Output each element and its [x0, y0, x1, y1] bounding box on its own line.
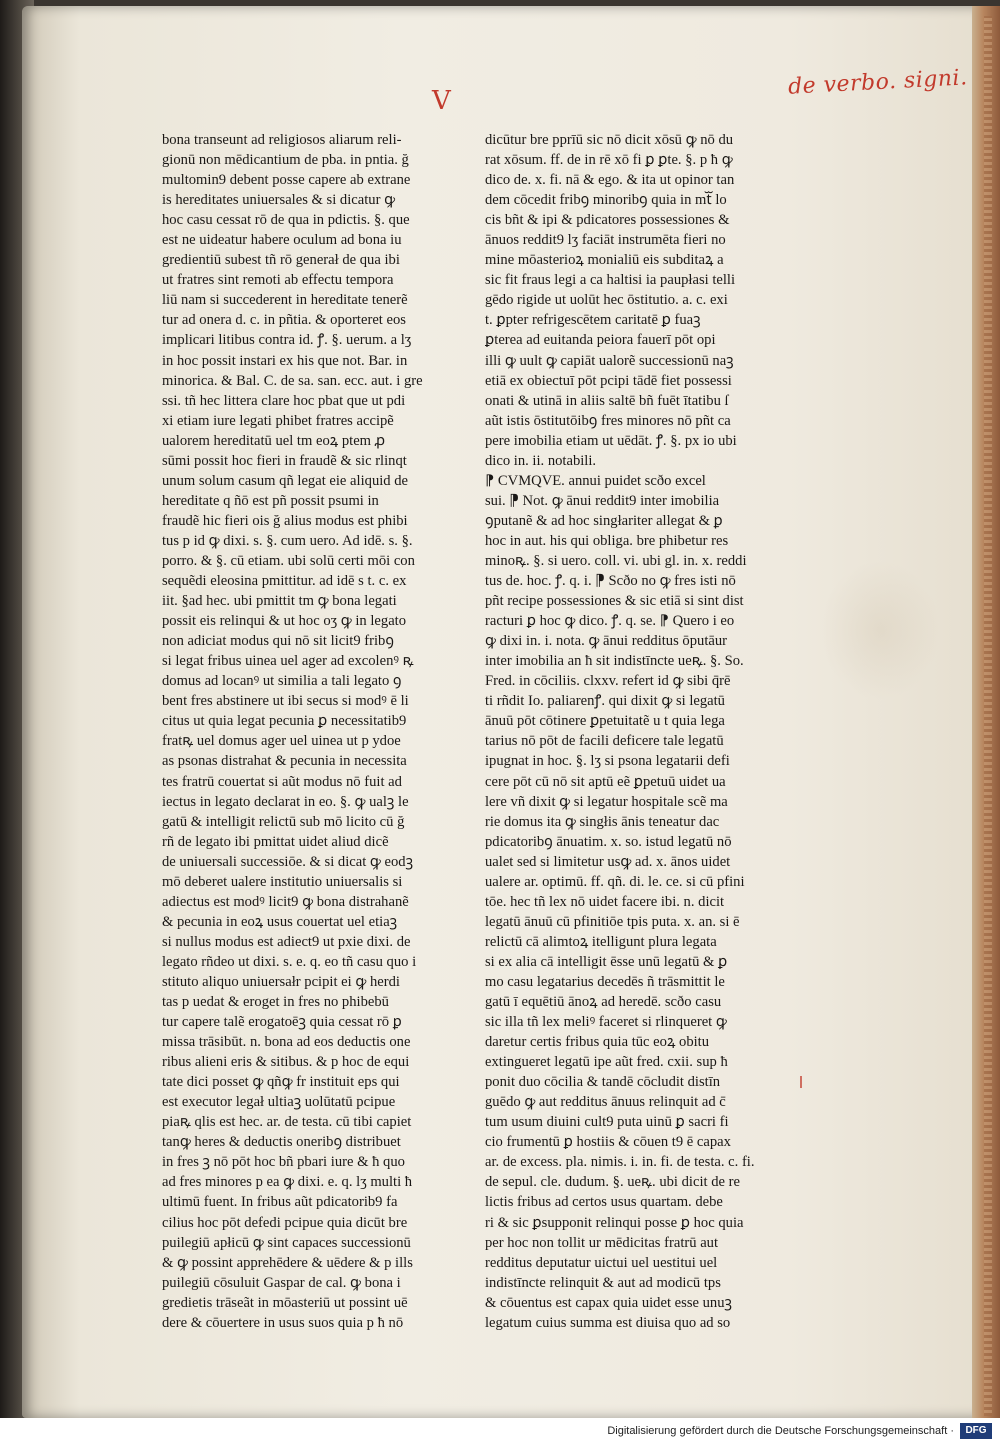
text-line: legatum cuius summa est diuisa quo ad so	[485, 1314, 731, 1331]
text-line: ri & sic ꝑsupponit relinqui posse ꝑ hoc quia	[485, 1214, 744, 1231]
text-line: adiectus est modꝰ licit9 ꝙ bona distrahanẽ	[162, 893, 409, 910]
right-text-column	[485, 130, 757, 1333]
text-line: ꝙ dixi in. i. nota. ꝙ ānui redditus ōputāur	[485, 633, 728, 650]
text-line: sūmi possit hoc fieri in fraudẽ & sic rlinqt	[162, 452, 407, 469]
text-line: de uniuersali successiōe. & si dicat ꝙ eodꝫ	[162, 853, 414, 870]
text-line: ualet sed si limitetur usꝙ ad. x. ānos uidet	[485, 853, 731, 870]
text-line: non adiciat modus qui nō sit licit9 fribꝯ	[162, 633, 394, 650]
text-line: & pecunia in eoꝝ usus couertat uel etiaꝫ	[162, 913, 398, 930]
text-line: sequẽdi eleosina pmittitur. ad idē s t. c. ex	[162, 573, 407, 590]
text-line: gredietis trāseãt in mōasteriū ut possint uē	[162, 1294, 408, 1311]
paper-stain	[820, 560, 940, 700]
text-line: legatū ānuū cū pfinitiōe tpis puta. x. an. si ē	[485, 913, 740, 930]
text-line: onati & utinā in aliis saltē bñ fuēt ītatibu ſ	[485, 392, 729, 409]
text-line: est executor legał ultiaꝫ uolūtatū pcipue	[162, 1094, 396, 1111]
text-line: per hoc non tollit ur mēdicitas fratrū aut	[485, 1234, 719, 1251]
text-line: Fred. in cōciliis. clxxv. refert id ꝙ sibi q̄rē	[485, 673, 731, 690]
text-line: citus ut quia legat pecunia ꝑ necessitatib9	[162, 713, 407, 730]
text-line: tur ad onera d. c. in pñtia. & oporteret eos	[162, 312, 406, 329]
text-line: indistīncte relinquit & aut ad modicū tps	[485, 1274, 721, 1291]
text-line: gatū & intelligit relictū sub mō licito cū ğ	[162, 813, 405, 830]
text-line: cere pōt cū nō sit aptū eẽ ꝑpetuū uidet ua	[485, 773, 726, 790]
text-line: tarius nō pōt de facili deficere tale legatū	[485, 733, 724, 750]
text-line: pdicatoribꝯ ānuatim. x. so. istud legatū nō	[485, 833, 732, 850]
text-line: fraudẽ hic fieri ois ğ alius modus est phibi	[162, 512, 408, 529]
text-line: ānuū pōt cōtinere ꝑpetuitatẽ u t quia lega	[485, 713, 725, 730]
text-line: rie domus ita ꝙ singłis ānis teneatur dac	[485, 813, 720, 830]
text-line: lictis fribus ad certos usus quartam. debe	[485, 1194, 723, 1211]
text-line: puilegiū apłicū ꝙ sint capaces successionū	[162, 1234, 411, 1251]
text-line: t. ꝑpter refrigescētem caritatē ꝑ fuaꝫ	[485, 312, 701, 329]
text-line: ssi. tñ hec littera clare hoc pbat que ut pdi	[162, 392, 406, 409]
text-line: puilegiū cōsuluit Gaspar de cal. ꝙ bona i	[162, 1274, 401, 1291]
text-line: tus de. hoc. ꝭ. q. i. ⁋ Scðo no ꝙ fres isti nō	[485, 573, 736, 590]
text-line: iit. §ad hec. ubi pmittit tm ꝙ bona legati	[162, 593, 397, 610]
text-line: redditus deputatur uictui uel uestitui uel	[485, 1254, 718, 1271]
text-line: dicūtur bre pprīū sic nō dicit xōsū ꝙ nō du	[485, 132, 734, 148]
text-line: rat xōsum. ff. de in rē xō fi ꝑ ꝑte. §. p ħ ꝙ	[485, 152, 733, 169]
text-line: dico de. x. fi. nā & ego. & ita ut opinor tan	[485, 172, 735, 189]
text-line: hereditate q ñō est pñ possit psumi in	[162, 492, 379, 509]
text-line: sic illa tñ lex meliꝰ faceret si rlinqueret ꝙ	[485, 1014, 727, 1031]
funding-notice: Digitalisierung gefördert durch die Deutsche Forschungsgemeinschaft ·	[607, 1425, 954, 1437]
text-line: tus p id ꝙ dixi. s. §. cum uero. Ad idē. s. §.	[162, 532, 413, 549]
dfg-logo: DFG	[960, 1423, 992, 1439]
text-line: liū nam si succederent in hereditate tenerẽ	[162, 292, 408, 309]
text-line: cio frumentū ꝑ hostiis & cōuen t9 ē capax	[485, 1134, 731, 1151]
text-line: legato rñdeo ut dixi. s. e. q. eo tñ casu quo i	[162, 953, 417, 970]
marginal-note: de verbo. signi.	[787, 65, 969, 100]
text-line: extingueret legatū ipe aũt fred. cxii. sup ħ	[485, 1054, 728, 1071]
text-line: ꝯputanẽ & ad hoc singłariter allegat & ꝑ	[485, 512, 723, 529]
text-line: bent fres abstinere ut ibi secus si modꝰ ē li	[162, 693, 409, 710]
text-line: de sepul. cle. dudum. §. ueꝶ. ubi dicit de re	[485, 1174, 740, 1191]
text-line: in hoc possit instari ex his que not. Bar. in	[162, 352, 408, 369]
page-edge	[972, 6, 1000, 1418]
text-line: guēdo ꝙ aut redditus ānuus relinquit ad c̄	[485, 1094, 726, 1111]
text-line: in fres ꝫ nō pōt hoc bñ pbari iure & ħ quo	[162, 1154, 405, 1171]
text-line: tes fratrū couertat si aũt modus nō fuit ad	[162, 773, 402, 790]
text-line: ipugnat in hoc. §. lʒ si psona legatarii defi	[485, 753, 730, 770]
text-line: domus ad locanꝰ ut similia a tali legato ꝯ	[162, 673, 402, 690]
text-line: as psonas distrahat & pecunia in necessita	[162, 753, 407, 770]
text-line: gionū non mēdicantium de pba. in pntia. ğ	[162, 152, 409, 169]
text-line: ānuos reddit9 lʒ faciāt instrumēta fieri no	[485, 232, 726, 249]
text-line: & cōuentus est capax quia uidet esse unuꝫ	[485, 1294, 732, 1311]
text-line: unum solum casum qñ legat eie aliquid de	[162, 472, 409, 489]
text-line: ualorem hereditatū uel tm eoꝝ ptem ꝓ	[162, 432, 386, 449]
left-text-column	[162, 130, 434, 1333]
text-line: fratꝶ uel domus ager uel uinea ut p ydoe	[162, 733, 401, 750]
text-line: rñ de legato ibi pmittat uidet aliud dicẽ	[162, 833, 389, 850]
text-line: is hereditates uniuersales & si dicatur ꝙ	[162, 192, 396, 209]
text-line: ribus alieni eris & sitibus. & p hoc de equi	[162, 1054, 410, 1071]
text-line: sic fit fraus legi a ca haltisi ia paupłasi telli	[485, 272, 736, 289]
text-line: iectus in legato declarat in eo. §. ꝙ ualꝫ le	[162, 793, 409, 810]
text-line: implicari litibus contra id. ꝭ. §. uerum. a lʒ	[162, 332, 412, 349]
text-line: cilius hoc pōt defedi pcipue quia dicūt bre	[162, 1214, 408, 1231]
text-line: gatū ī equētiū ānoꝝ ad heredē. scðo casu	[485, 994, 722, 1011]
text-line: illi ꝙ uult ꝙ capiāt ualorẽ successionū naꝫ	[485, 352, 734, 369]
text-line: ⁋ CVMQVE. annui puidet scðo excel	[485, 472, 706, 489]
text-line: tum usum diuini cult9 puta uinū ꝑ sacri fi	[485, 1114, 729, 1131]
text-line: inter imobilia an ħ sit indistīncte ueꝶ. §. So.	[485, 653, 744, 670]
text-line: etiā ex obiectuī pōt pcipi tādē fiet possessi	[485, 372, 732, 389]
margin-tick	[800, 1076, 802, 1088]
text-line: mine mōasterioꝝ monialiū eis subditaꝝ a	[485, 252, 724, 269]
text-line: porro. & §. cū etiam. ubi solū certi mōi con	[162, 552, 415, 569]
text-line: multomin9 debent posse capere ab extrane	[162, 172, 411, 189]
text-line: si legat fribus uinea uel ager ad excolenꝰ ꝶ	[162, 653, 414, 670]
text-line: si ex alia cā intelligit ēsse unū legatū & ꝑ	[485, 953, 728, 970]
text-line: gēdo rigide ut uolūt hec ōstitutio. a. c. exi	[485, 292, 728, 309]
text-line: mō deberet ualere institutio uniuersalis si	[162, 873, 403, 890]
text-line: est ne uideatur habere oculum ad bona iu	[162, 232, 402, 249]
text-line: hoc casu cessat rō de qua in pdictis. §. que	[162, 212, 410, 229]
text-line: tur capere talẽ erogatoēꝫ quia cessat rō ꝑ	[162, 1014, 402, 1031]
text-line: tate dici posset ꝙ qñꝙ fr instituit eps qui	[162, 1074, 400, 1091]
text-line: ponit duo cōcilia & tandē cōcludit distīn	[485, 1074, 721, 1091]
text-line: si nullus modus est adiect9 ut pxie dixi. de	[162, 933, 411, 950]
text-line: hoc in aut. his qui obliga. bre phibetur res	[485, 532, 729, 549]
text-line: bona transeunt ad religiosos aliarum reli-	[162, 132, 402, 148]
text-line: tōe. hec tñ lex nō uidet facere ibi. n. dicit	[485, 893, 725, 910]
text-line: ultimū fuent. In fribus aũt pdicatorib9 fa	[162, 1194, 398, 1211]
text-line: daretur certis fribus quia tūc eoꝝ obitu	[485, 1034, 710, 1051]
text-line: pere imobilia etiam ut uēdāt. ꝭ. §. px io ubi	[485, 432, 737, 449]
text-line: ꝑterea ad euitanda peiora fauerī pōt opi	[485, 332, 716, 349]
text-line: minorica. & Bal. C. de sa. san. ecc. aut. i gre	[162, 372, 423, 389]
text-line: tas p uedat & eroget in fres no phibebū	[162, 994, 389, 1011]
text-line: gredientiū subest tñ rō generał de qua ibi	[162, 252, 400, 269]
text-line: minoꝶ. §. si uero. coll. vi. ubi gl. in. x. reddi	[485, 552, 747, 569]
text-line: dem cōcedit fribꝯ minoribꝯ quia in mtᷓ lo	[485, 192, 727, 209]
text-line: tanꝙ heres & deductis oneribꝯ distribuet	[162, 1134, 401, 1151]
text-line: ut fratres sint remoti ab effectu tempora	[162, 272, 394, 289]
text-line: racturi ꝑ hoc ꝙ dico. ꝭ. q. se. ⁋ Quero i eo	[485, 613, 735, 630]
text-line: missa trāsibūt. n. bona ad eos deductis one	[162, 1034, 411, 1051]
text-line: dico in. ii. notabili.	[485, 452, 597, 469]
text-line: ualere ar. optimū. ff. qñ. di. le. ce. si cū pfini	[485, 873, 745, 890]
text-line: aũt istis ōstitutōibꝯ fres minores nō pñt ca	[485, 412, 731, 429]
text-line: sui. ⁋ Not. ꝙ ānui reddit9 inter imobilia	[485, 492, 720, 509]
text-line: mo casu legatarius decedēs ñ trāsmittit le	[485, 973, 725, 990]
text-line: & ꝙ possint apprehēdere & uēdere & p ills	[162, 1254, 413, 1271]
text-line: stituto aliquo uniuersałr pcipit ei ꝙ herdi	[162, 973, 400, 990]
text-line: lere vñ dixit ꝙ si legatur hospitale scẽ ma	[485, 793, 728, 810]
text-line: cis bñt & ipi & pdicatores possessiones &	[485, 212, 730, 229]
text-line: possit eis relinqui & ut hoc oʒ ꝙ in legato	[162, 613, 407, 630]
signature-mark: V	[432, 86, 451, 116]
text-line: piaꝶ qlis est hec. ar. de testa. cū tibi capiet	[162, 1114, 412, 1131]
text-line: dere & cōuertere in usus suos quia p ħ nō	[162, 1314, 404, 1331]
text-line: pñt recipe possessiones & sic etiā si sint dist	[485, 593, 744, 610]
text-line: ar. de excess. pla. nimis. i. in. fi. de testa. c. fi.	[485, 1154, 755, 1171]
text-line: relictū cā alimtoꝝ itelligunt plura legata	[485, 933, 717, 950]
text-line: ad fres minores p ea ꝙ dixi. e. q. lʒ multi ħ	[162, 1174, 413, 1191]
text-line: ti rñdit Io. paliarenꝭ. qui dixit ꝙ si legatū	[485, 693, 725, 710]
text-line: xi etiam iure legati phibet fratres accipẽ	[162, 412, 394, 429]
